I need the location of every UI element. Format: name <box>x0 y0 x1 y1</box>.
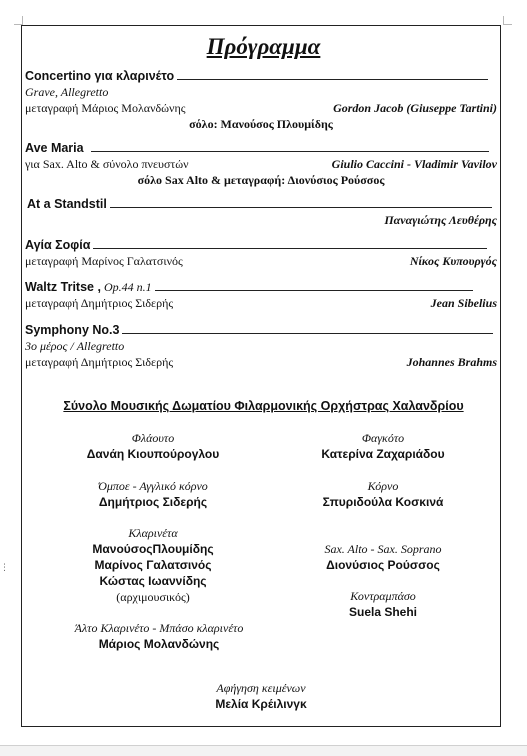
drag-handle-icon[interactable]: ⋮ <box>0 563 9 573</box>
piece-composer: Jean Sibelius <box>430 296 497 310</box>
instrument-label: Φαγκότο <box>361 431 405 445</box>
section-narration <box>161 680 361 712</box>
piece-composer: Gordon Jacob (Giuseppe Tartini) <box>333 101 497 115</box>
program-item-ave-maria <box>25 140 497 188</box>
piece-title: Αγία Σοφία <box>25 238 91 252</box>
piece-composer: Johannes Brahms <box>406 355 497 369</box>
piece-composer: Giulio Caccini - Vladimir Vavilov <box>331 157 497 171</box>
piece-opus: Op.44 n.1 <box>103 280 152 294</box>
piece-title: Concertino για κλαρινέτο <box>25 69 175 83</box>
section-bassoon <box>283 430 483 462</box>
section-flute <box>53 430 253 462</box>
program-item-waltz <box>25 279 497 311</box>
instrument-label: Sax. Alto - Sax. Soprano <box>324 542 442 556</box>
crop-mark-top-left <box>14 16 23 25</box>
piece-tempo: 3ο μέρος / Allegretto <box>25 339 125 353</box>
instrument-label: Άλτο Κλαρινέτο - Μπάσο κλαρινέτο <box>74 621 244 635</box>
musician-name: Suela Shehi <box>348 605 418 619</box>
page-title: Πρόγραμμα <box>206 34 321 59</box>
instrument-label: Όμποε - Αγγλικό κόρνο <box>98 479 208 493</box>
program-item-symphony-3 <box>25 322 497 370</box>
piece-title: Symphony No.3 <box>25 323 120 337</box>
title-rule <box>155 280 473 291</box>
section-double-bass <box>283 588 483 620</box>
piece-title: Waltz Tritse , <box>25 280 101 294</box>
section-oboe <box>53 478 253 510</box>
musician-name: Μελία Κρέιλινγκ <box>215 697 307 711</box>
section-horn <box>283 478 483 510</box>
title-rule <box>110 197 492 208</box>
program-item-concertino <box>25 68 497 132</box>
musician-name: ΜανούσοςΠλουμίδης <box>92 542 214 556</box>
piece-arrangement: για Sax. Alto & σύνολο πνευστών <box>25 157 189 171</box>
instrument-label: Αφήγηση κειμένων <box>216 681 306 695</box>
piece-arrangement: μεταγραφή Μαρίνος Γαλατσινός <box>25 254 183 268</box>
piece-arrangement: μεταγραφή Μάριος Μολανδώνης <box>25 101 186 115</box>
piece-soloist: σόλο: Μανούσος Πλουμίδης <box>189 117 333 131</box>
instrument-label: Φλάουτο <box>131 431 175 445</box>
title-rule <box>91 141 489 152</box>
program-item-agia-sofia <box>25 237 497 269</box>
musician-name: Δημήτριος Σιδερής <box>98 495 208 509</box>
instrument-label: Κόρνο <box>367 479 399 493</box>
musician-name: Σπυριδούλα Κοσκινά <box>322 495 444 509</box>
title-rule <box>122 323 493 334</box>
title-rule <box>93 238 487 249</box>
piece-tempo: Grave, Allegretto <box>25 85 109 99</box>
piece-soloist: σόλο Sax Alto & μεταγραφή: Διονύσιος Ρούσσος <box>137 173 385 187</box>
musician-name: Δανάη Κιουπούρογλου <box>86 447 220 461</box>
program-item-at-a-standstil <box>27 196 497 228</box>
instrument-label: Κλαρινέτα <box>128 526 178 540</box>
musician-name: Μάριος Μολανδώνης <box>98 637 220 651</box>
instrument-label: Κοντραμπάσο <box>350 589 416 603</box>
piece-title: Ave Maria <box>25 141 84 155</box>
piece-composer: Παναγιώτης Λευθέρης <box>384 213 497 227</box>
musician-name: Κατερίνα Ζαχαριάδου <box>321 447 445 461</box>
conductor-note: (αρχιμουσικός) <box>116 590 190 604</box>
piece-title: At a Standstil <box>27 197 107 211</box>
musician-name: Κώστας Ιωαννίδης <box>99 574 207 588</box>
piece-arrangement: μεταγραφή Δημήτριος Σιδερής <box>25 296 174 310</box>
title-rule <box>177 69 488 80</box>
section-alto-clarinet <box>29 620 289 652</box>
section-clarinets <box>53 525 253 605</box>
page-bottom-edge <box>0 745 527 746</box>
section-sax <box>283 541 483 573</box>
piece-composer: Νίκος Κυπουργός <box>409 254 497 268</box>
musician-name: Διονύσιος Ρούσσος <box>326 558 440 572</box>
crop-mark-top-right <box>503 16 512 25</box>
piece-arrangement: μεταγραφή Δημήτριος Σιδερής <box>25 355 174 369</box>
musician-name: Μαρίνος Γαλατσινός <box>94 558 212 572</box>
ensemble-title: Σύνολο Μουσικής Δωματίου Φιλαρμονικής Ορχήστρας Χαλανδρίου <box>63 399 464 413</box>
